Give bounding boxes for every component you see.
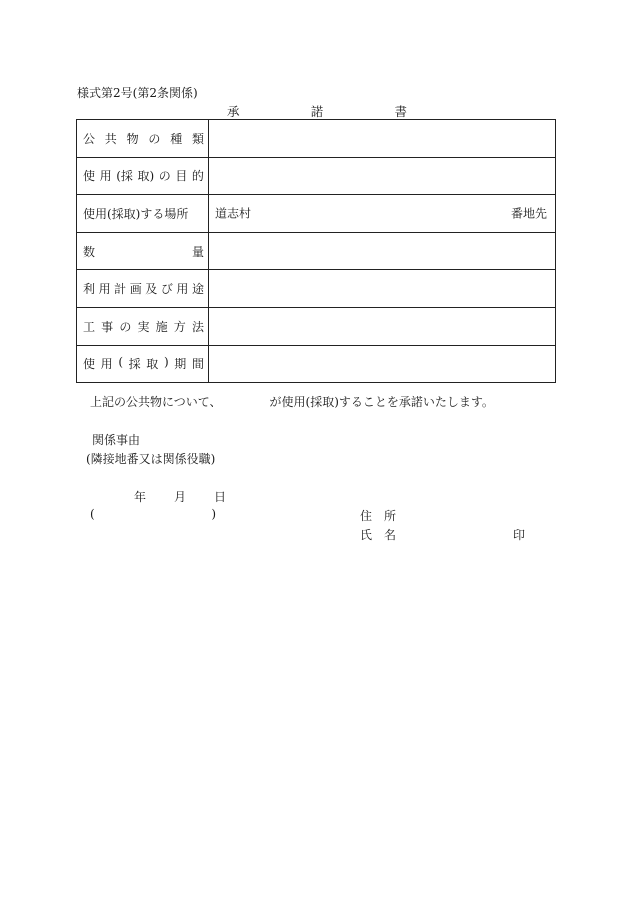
title-char: 諾 bbox=[310, 104, 324, 119]
date-day: 日 bbox=[214, 490, 227, 504]
date-line bbox=[134, 488, 226, 505]
row-label-usage-plan bbox=[77, 270, 209, 308]
table-row bbox=[77, 195, 556, 233]
name-char: 氏 bbox=[360, 528, 373, 542]
label-char: 間 bbox=[191, 357, 204, 372]
table-row bbox=[77, 232, 556, 270]
label-char: 途 bbox=[191, 282, 204, 297]
date-month: 月 bbox=[174, 490, 187, 504]
consent-post: が使用(採取)することを承諾いたします。 bbox=[269, 395, 494, 409]
label-char: 共 bbox=[104, 131, 117, 146]
label-char: 画 bbox=[129, 282, 142, 297]
label-char: 用 bbox=[100, 357, 113, 372]
title-char: 書 bbox=[394, 104, 407, 119]
table-row bbox=[77, 120, 556, 158]
label-char: 量 bbox=[191, 244, 204, 259]
address-char: 住 bbox=[360, 509, 373, 523]
application-table bbox=[76, 119, 556, 383]
address-char: 所 bbox=[384, 509, 397, 523]
row-label-period bbox=[77, 345, 209, 383]
label-char: 数 bbox=[83, 244, 96, 259]
label-char: 取 bbox=[146, 357, 159, 372]
row-label-quantity bbox=[77, 232, 209, 270]
label-char: 使 bbox=[83, 357, 96, 372]
value-public-object-type[interactable] bbox=[209, 120, 556, 158]
row-label-purpose bbox=[77, 157, 209, 195]
value-construction-method[interactable] bbox=[209, 307, 556, 345]
label-char: 用 bbox=[99, 169, 112, 184]
label-char: 利 bbox=[83, 282, 96, 297]
label-char: 類 bbox=[191, 131, 204, 146]
row-label-public-object-type bbox=[77, 120, 209, 158]
label-char: の bbox=[119, 319, 132, 334]
value-period[interactable] bbox=[209, 345, 556, 383]
table-row bbox=[77, 270, 556, 308]
label-char: 種 bbox=[170, 131, 183, 146]
location-village: 道志村 bbox=[215, 206, 252, 221]
form-label: 様式第2号(第2条関係) bbox=[77, 86, 198, 100]
date-year: 年 bbox=[134, 490, 147, 504]
reason-note: (隣接地番又は関係役職) bbox=[86, 452, 216, 466]
label-char: 使 bbox=[83, 169, 96, 184]
table-row bbox=[77, 157, 556, 195]
label-char: (採 bbox=[116, 169, 133, 184]
label-char: 公 bbox=[83, 131, 96, 146]
table-row bbox=[77, 345, 556, 383]
label-char: 物 bbox=[126, 131, 139, 146]
address-label bbox=[360, 507, 396, 524]
label-char: の bbox=[158, 169, 171, 184]
label-char: 施 bbox=[155, 319, 168, 334]
consent-pre: 上記の公共物について、 bbox=[90, 395, 222, 409]
value-location[interactable] bbox=[209, 195, 556, 233]
value-purpose[interactable] bbox=[209, 157, 556, 195]
location-suffix: 番地先 bbox=[510, 206, 547, 221]
row-label-location bbox=[77, 195, 209, 233]
consent-statement bbox=[90, 393, 494, 410]
label-char: 工 bbox=[83, 319, 96, 334]
label-char: 法 bbox=[191, 319, 204, 334]
name-char: 名 bbox=[384, 528, 397, 542]
label-char: 計 bbox=[114, 282, 127, 297]
title-char: 承 bbox=[227, 104, 240, 119]
value-usage-plan[interactable] bbox=[209, 270, 556, 308]
label-char: の bbox=[148, 131, 161, 146]
label-char: 的 bbox=[191, 169, 204, 184]
label-char: 採 bbox=[128, 357, 141, 372]
label-char: ) bbox=[163, 355, 169, 370]
label-char: び bbox=[160, 282, 173, 297]
label-char: ( bbox=[118, 355, 123, 370]
paren-close: ) bbox=[211, 507, 216, 521]
label-char: 方 bbox=[173, 319, 186, 334]
label-char: 目 bbox=[175, 169, 188, 184]
row-label-construction-method bbox=[77, 307, 209, 345]
label-char: 用 bbox=[176, 282, 189, 297]
label-char: 期 bbox=[174, 357, 187, 372]
label-char: 事 bbox=[101, 319, 114, 334]
reason-heading: 関係事由 bbox=[92, 433, 141, 447]
name-label bbox=[360, 526, 396, 543]
paren-open: ( bbox=[90, 507, 95, 521]
document-title bbox=[227, 102, 407, 120]
label-text: 使用(採取)する場所 bbox=[83, 206, 189, 221]
value-quantity[interactable] bbox=[209, 232, 556, 270]
seal-mark: 印 bbox=[513, 528, 526, 542]
label-char: 実 bbox=[137, 319, 150, 334]
label-char: 及 bbox=[145, 282, 158, 297]
label-char: 取) bbox=[137, 169, 155, 184]
parenthetical-blank bbox=[90, 507, 216, 521]
label-char: 用 bbox=[98, 282, 111, 297]
table-row bbox=[77, 307, 556, 345]
